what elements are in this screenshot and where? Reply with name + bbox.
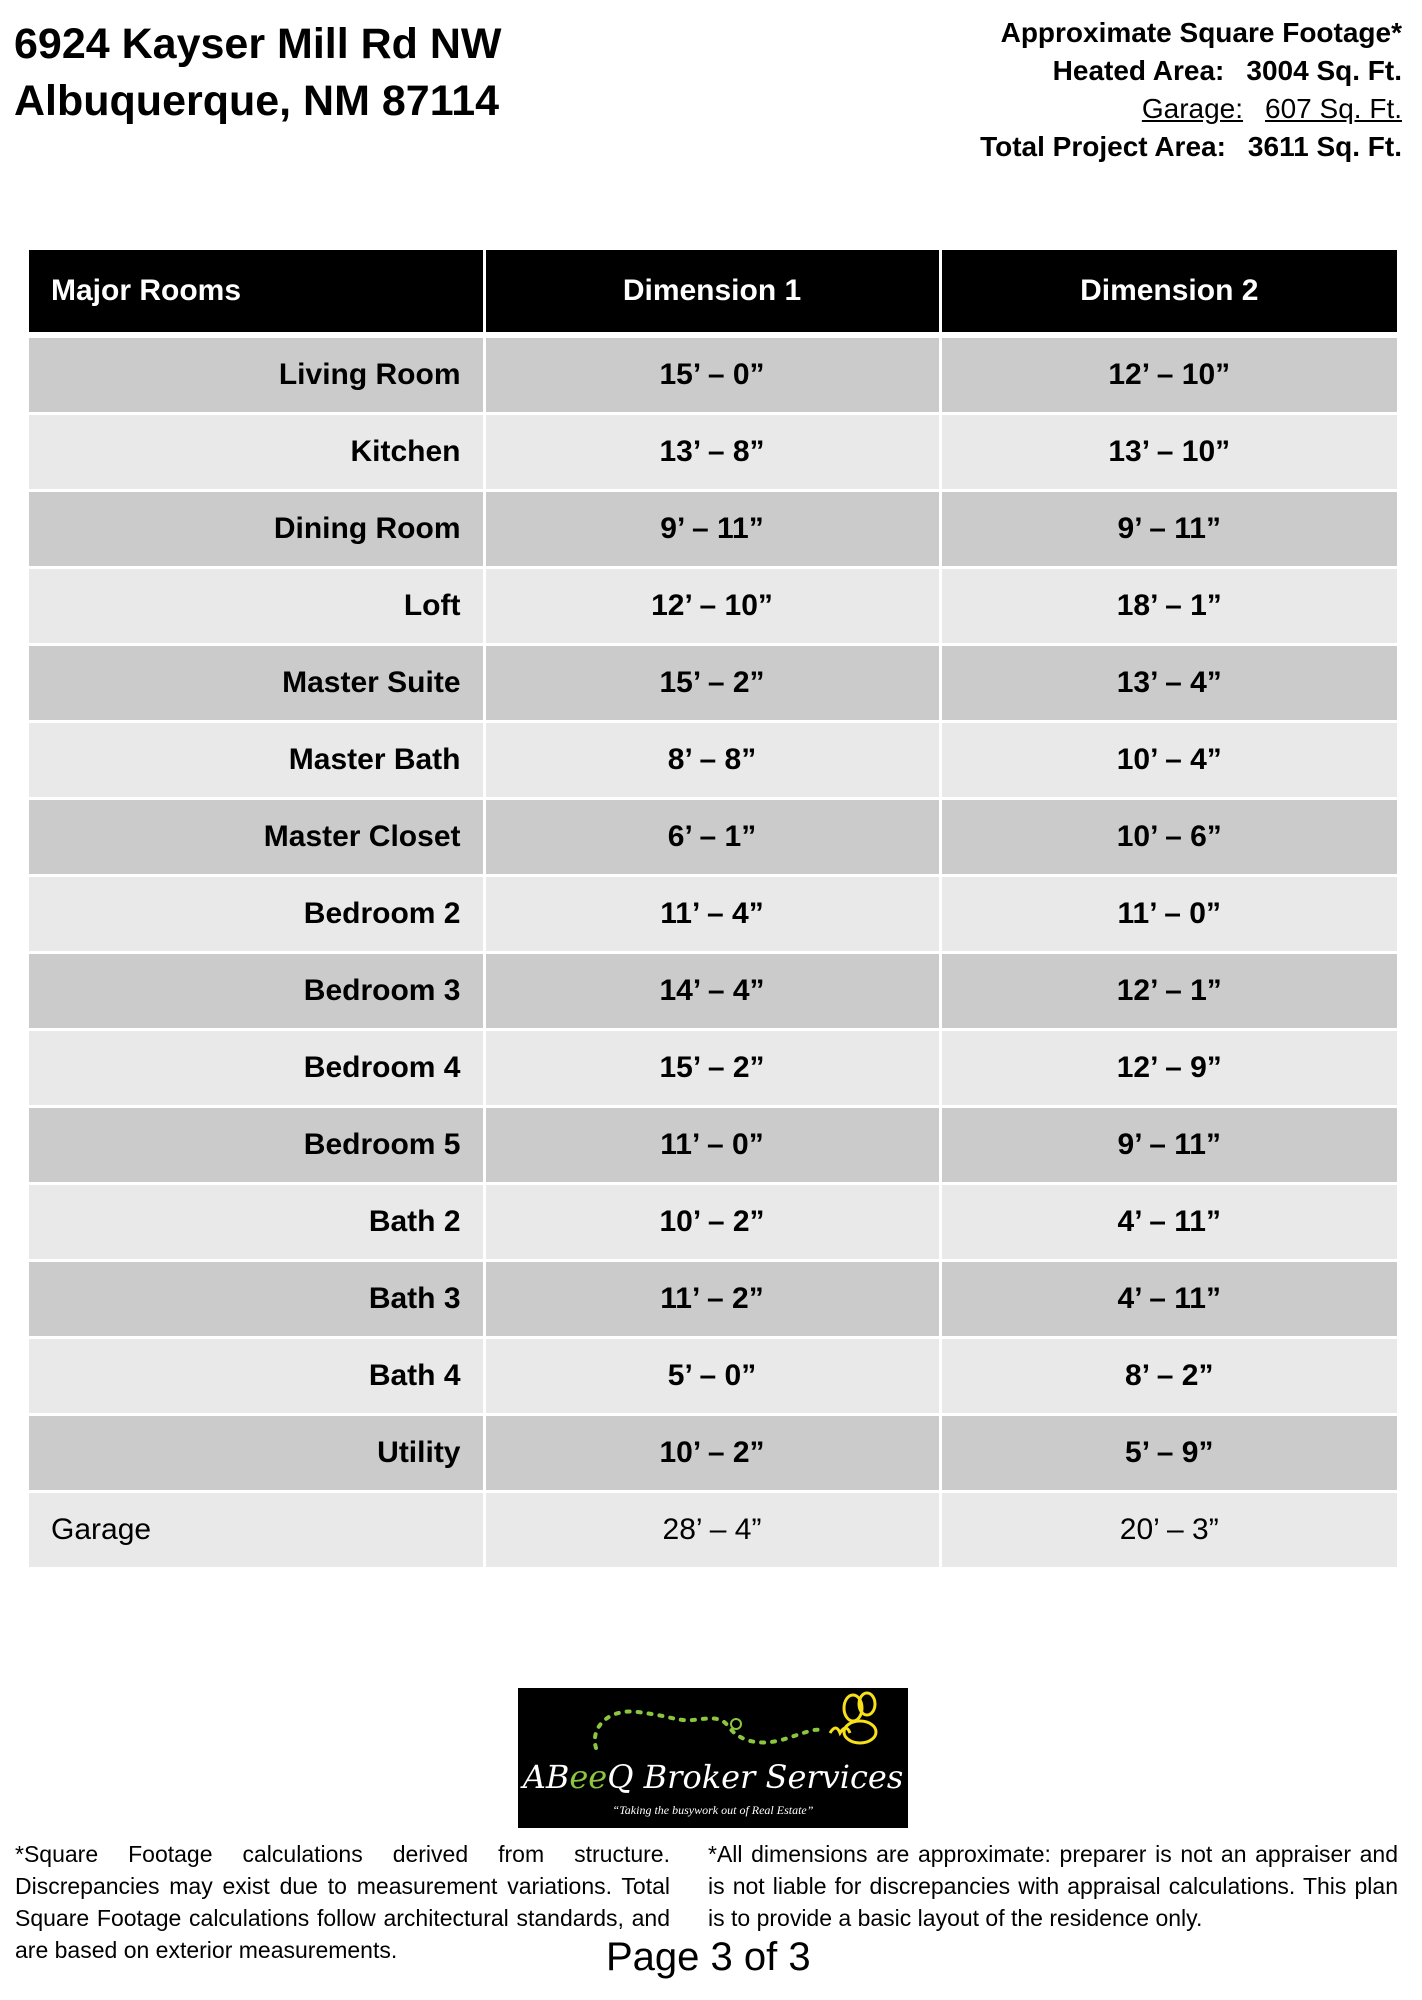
- room-name: Bath 3: [29, 1261, 484, 1338]
- dimensions-disclaimer: *All dimensions are approximate: preparer is not an appraiser and is not liable for discrepancies with appraisal calculations. This plan is to provide a basic layout of the residence only.: [708, 1841, 1398, 1931]
- heated-area-value: 3004 Sq. Ft.: [1246, 55, 1402, 86]
- table-row: [29, 491, 1397, 568]
- dimension-1-value: 13’ – 8”: [484, 414, 940, 491]
- company-logo: [518, 1688, 908, 1828]
- dimension-1-value: 10’ – 2”: [484, 1415, 940, 1492]
- logo-brand-name: ABeeQ Broker Services: [522, 1758, 904, 1796]
- dimension-1-value: 10’ – 2”: [484, 1184, 940, 1261]
- property-address: [14, 16, 502, 130]
- logo-tagline: “Taking the busywork out of Real Estate”: [612, 1803, 814, 1817]
- header-dimension-2: Dimension 2: [940, 250, 1397, 335]
- table-row: [29, 722, 1397, 799]
- table-row: [29, 876, 1397, 953]
- square-footage-summary: [980, 14, 1402, 166]
- dimension-2-value: 10’ – 6”: [940, 799, 1397, 876]
- room-rows: [29, 335, 1397, 1569]
- dimension-1-value: 15’ – 2”: [484, 1030, 940, 1107]
- table-row: [29, 1261, 1397, 1338]
- address-line-2: Albuquerque, NM 87114: [14, 77, 500, 125]
- dimension-1-value: 8’ – 8”: [484, 722, 940, 799]
- table-row: [29, 953, 1397, 1030]
- footage-disclaimer: *Square Footage calculations derived from structure. Discrepancies may exist due to measurement variations. Total Square Footage calculations follow architectural standards, and are based on exterior measurements.: [15, 1841, 670, 1963]
- dimension-1-value: 12’ – 10”: [484, 568, 940, 645]
- dimension-2-value: 13’ – 4”: [940, 645, 1397, 722]
- dimension-1-value: 11’ – 0”: [484, 1107, 940, 1184]
- room-name: Bedroom 5: [29, 1107, 484, 1184]
- garage-row: [29, 1492, 1397, 1569]
- dimension-2-value: 10’ – 4”: [940, 722, 1397, 799]
- room-name: Dining Room: [29, 491, 484, 568]
- room-name: Bedroom 2: [29, 876, 484, 953]
- room-name: Living Room: [29, 335, 484, 414]
- room-name: Utility: [29, 1415, 484, 1492]
- garage-area-label: Garage:: [1141, 93, 1244, 124]
- room-name: Bedroom 4: [29, 1030, 484, 1107]
- page-number: Page 3 of 3: [606, 1935, 811, 1979]
- table-row: [29, 1338, 1397, 1415]
- header-dimension-1: Dimension 1: [484, 250, 940, 335]
- table-row: [29, 1107, 1397, 1184]
- table-row: [29, 335, 1397, 414]
- room-name: Garage: [29, 1492, 484, 1569]
- dimension-2-value: 20’ – 3”: [940, 1492, 1397, 1569]
- dimension-2-value: 4’ – 11”: [940, 1261, 1397, 1338]
- dimension-1-value: 5’ – 0”: [484, 1338, 940, 1415]
- table-row: [29, 1030, 1397, 1107]
- table-row: [29, 568, 1397, 645]
- room-name: Loft: [29, 568, 484, 645]
- dimension-1-value: 15’ – 2”: [484, 645, 940, 722]
- room-name: Master Closet: [29, 799, 484, 876]
- heated-area-row: [980, 52, 1402, 90]
- dimension-2-value: 9’ – 11”: [940, 491, 1397, 568]
- footage-title: Approximate Square Footage*: [1000, 17, 1402, 48]
- total-area-row: [980, 128, 1402, 166]
- room-name: Bath 2: [29, 1184, 484, 1261]
- dimension-2-value: 9’ – 11”: [940, 1107, 1397, 1184]
- dimension-2-value: 11’ – 0”: [940, 876, 1397, 953]
- table-row: [29, 799, 1397, 876]
- room-name: Master Bath: [29, 722, 484, 799]
- room-name: Bedroom 3: [29, 953, 484, 1030]
- dimension-2-value: 5’ – 9”: [940, 1415, 1397, 1492]
- table-row: [29, 645, 1397, 722]
- dimension-1-value: 11’ – 4”: [484, 876, 940, 953]
- dimension-2-value: 12’ – 9”: [940, 1030, 1397, 1107]
- table-row: [29, 1415, 1397, 1492]
- dimension-2-value: 12’ – 1”: [940, 953, 1397, 1030]
- dimension-2-value: 4’ – 11”: [940, 1184, 1397, 1261]
- dimension-1-value: 11’ – 2”: [484, 1261, 940, 1338]
- room-name: Kitchen: [29, 414, 484, 491]
- dimension-2-value: 8’ – 2”: [940, 1338, 1397, 1415]
- dimension-1-value: 15’ – 0”: [484, 335, 940, 414]
- room-dimensions-table: [29, 250, 1397, 1570]
- dimension-1-value: 9’ – 11”: [484, 491, 940, 568]
- garage-area-row: [980, 90, 1402, 128]
- header-major-rooms: Major Rooms: [29, 250, 484, 335]
- garage-area-value: 607 Sq. Ft.: [1265, 93, 1402, 124]
- dimension-2-value: 13’ – 10”: [940, 414, 1397, 491]
- dimension-1-value: 28’ – 4”: [484, 1492, 940, 1569]
- dimension-1-value: 6’ – 1”: [484, 799, 940, 876]
- dimension-2-value: 12’ – 10”: [940, 335, 1397, 414]
- heated-area-label: Heated Area:: [1052, 55, 1225, 86]
- table-row: [29, 414, 1397, 491]
- table-header-row: [29, 250, 1397, 335]
- room-name: Master Suite: [29, 645, 484, 722]
- total-area-value: 3611 Sq. Ft.: [1247, 131, 1402, 162]
- table-row: [29, 1184, 1397, 1261]
- dimension-1-value: 14’ – 4”: [484, 953, 940, 1030]
- total-area-label: Total Project Area:: [980, 131, 1226, 162]
- address-line-1: 6924 Kayser Mill Rd NW: [14, 20, 502, 68]
- room-name: Bath 4: [29, 1338, 484, 1415]
- dimension-2-value: 18’ – 1”: [940, 568, 1397, 645]
